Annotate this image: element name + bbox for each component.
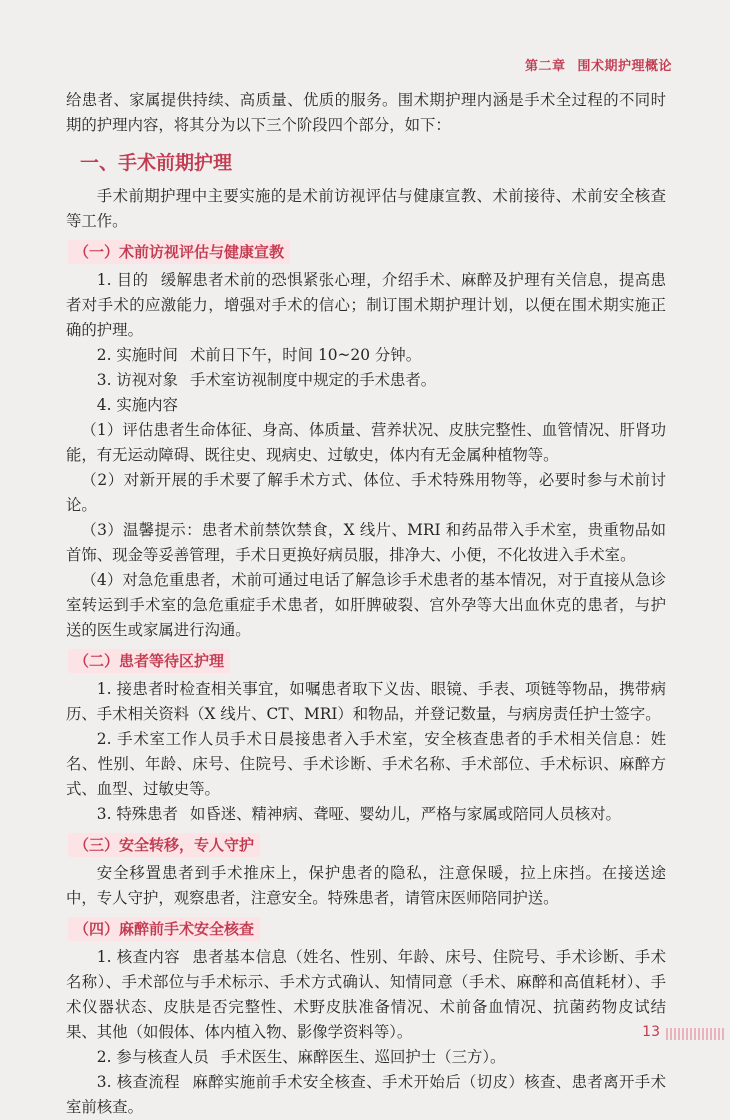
item-label: 1. 目的 [96,271,149,289]
paragraph-content-heading: 4. 实施内容 [96,396,178,414]
paragraph-verify: 2. 手术室工作人员手术日晨接患者入手术室，安全核查患者的手术相关信息：姓名、性别、年龄、床号、住院号、手术诊断、手术名称、手术部位、手术标识、麻醉方式、血型、过敏史等。 [66,730,666,798]
page-number: 13 [642,1024,660,1040]
subsection-title: （二）患者等待区护理 [68,649,230,673]
subsection-heading-2 [66,649,666,673]
item-label: 2. 参与核查人员 [96,1048,209,1066]
item-label: 3. 核查流程 [96,1073,180,1091]
paragraph-check-flow [66,1070,666,1120]
paragraph-assess: （1）评估患者生命体征、身高、体质量、营养状况、皮肤完整性、血管情况、肝肾功能，有无运动障碍、既往史、现病史、过敏史，体内有无金属种植物等。 [66,421,666,464]
page-number-decoration [666,1028,724,1040]
item-text: 术前日下午，时间 10~20 分钟。 [189,346,422,364]
subsection-heading-3 [66,833,666,857]
subsection-heading-4 [66,917,666,941]
item-text: 手术医生、麻醉医生、巡回护士（三方）。 [220,1048,506,1066]
section-heading: 一、手术前期护理 [80,152,233,174]
item-text: 如昏迷、精神病、聋哑、婴幼儿，严格与家属或陪同人员核对。 [189,805,621,823]
running-header [525,55,672,74]
chapter-label: 第二章 [524,59,566,74]
subsection-title: （一）术前访视评估与健康宣教 [68,240,290,264]
paragraph-special [66,802,666,827]
item-label: 2. 实施时间 [96,346,178,364]
paragraph-new-surgery: （2）对新开展的手术要了解手术方式、体位、手术特殊用物等，必要时参与术前讨论。 [66,471,666,514]
subsection-heading-1 [66,240,666,264]
paragraph-check-staff [66,1045,666,1070]
item-text: 缓解患者术前的恐惧紧张心理，介绍手术、麻醉及护理有关信息，提高患者对手术的应激能力，增强对手术的信心；制订围术期护理计划，以便在围术期实施正确的护理。 [66,271,666,339]
section-lead: 手术前期护理中主要实施的是术前访视评估与健康宣教、术前接待、术前安全核查等工作。 [66,187,666,230]
paragraph-time [66,343,666,368]
item-text: 手术室访视制度中规定的手术患者。 [189,371,437,389]
item-label: 3. 访视对象 [96,371,178,389]
subsection-title: （四）麻醉前手术安全核查 [68,917,260,941]
paragraph-transfer: 安全移置患者到手术推床上，保护患者的隐私，注意保暖，拉上床挡。在接送途中，专人守护，观察患者，注意安全。特殊患者，请管床医师陪同护送。 [66,864,666,907]
paragraph-pickup: 1. 接患者时检查相关事宜，如嘱患者取下义齿、眼镜、手表、项链等物品，携带病历、手术相关资料（X 线片、CT、MRI）和物品，并登记数量，与病房责任护士签字。 [66,680,666,723]
paragraph-target [66,368,666,393]
item-label: 3. 特殊患者 [96,805,178,823]
paragraph-check-content [66,945,666,1045]
item-text: 麻醉实施前手术安全核查、手术开始后（切皮）核查、患者离开手术室前核查。 [66,1073,666,1116]
intro-paragraph: 给患者、家属提供持续、高质量、优质的服务。围术期护理内涵是手术全过程的不同时期的护理内容，将其分为以下三个阶段四个部分，如下： [66,91,666,134]
paragraph-reminder: （3）温馨提示：患者术前禁饮禁食，X 线片、MRI 和药品带入手术室，贵重物品如首饰、现金等妥善管理，手术日更换好病员服，排净大、小便，不化妆进入手术室。 [66,521,666,564]
paragraph-emergency: （4）对急危重患者，术前可通过电话了解急诊手术患者的基本情况，对于直接从急诊室转运到手术室的急危重症手术患者，如肝脾破裂、宫外孕等大出血休克的患者，与护送的医生或家属进行沟通。 [66,571,666,639]
item-label: 1. 核查内容 [96,948,180,966]
paragraph-purpose [66,268,666,343]
subsection-title: （三）安全转移，专人守护 [68,833,260,857]
chapter-title: 围术期护理概论 [577,59,672,74]
page-body [66,88,666,1120]
item-text: 患者基本信息（姓名、性别、年龄、床号、住院号、手术诊断、手术名称）、手术部位与手术标示、手术方式确认、知情同意（手术、麻醉和高值耗材）、手术仪器状态、皮肤是否完整性、术野皮肤准备情况、术前备血情况、抗菌药物皮试结果、其他（如假体、体内植入物、影像学资料等）。 [66,948,666,1041]
